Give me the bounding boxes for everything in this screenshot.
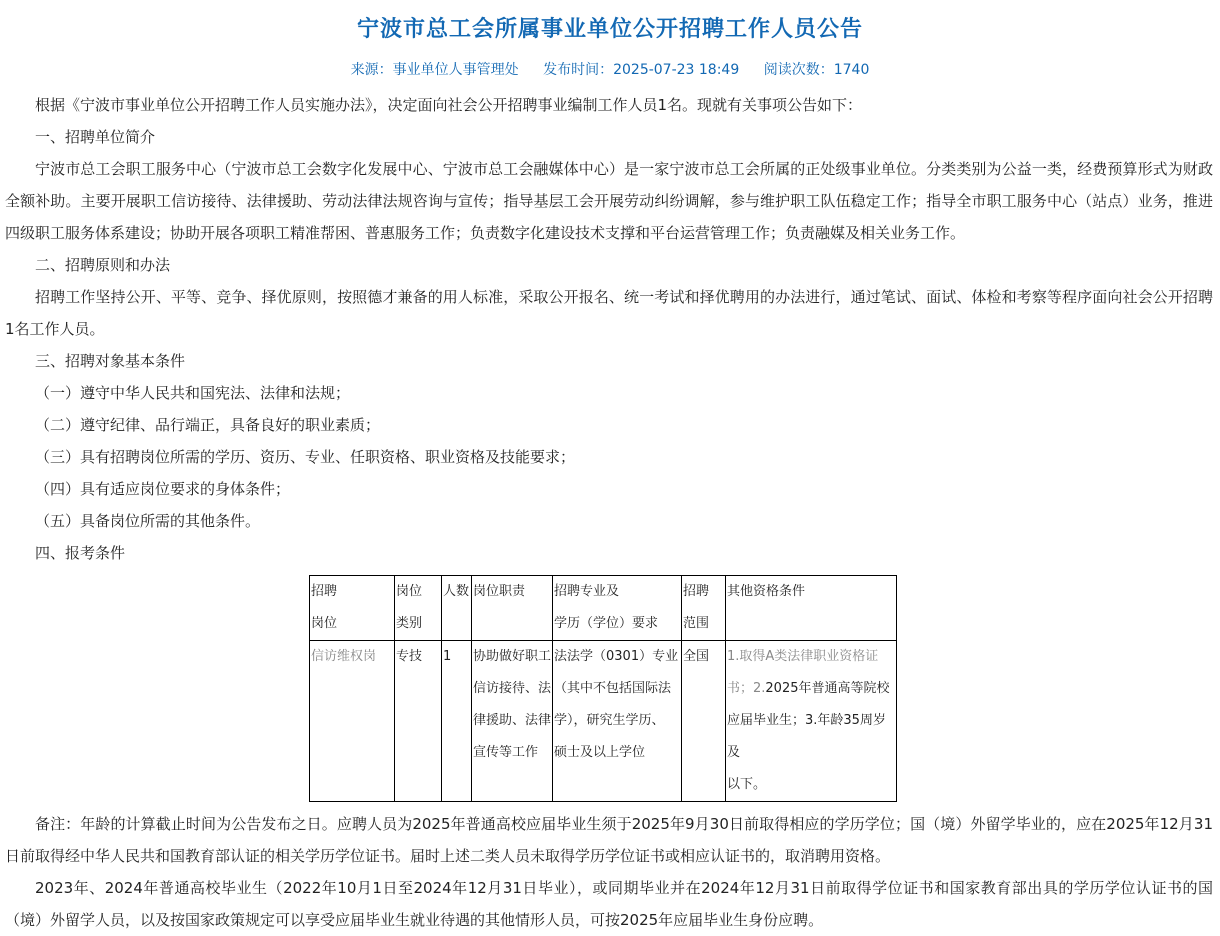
condition-item: （一）遵守中华人民共和国宪法、法律和法规； <box>35 384 351 402</box>
cell-duty: 协助做好职工 信访接待、法 律援助、法律 宣传等工作 <box>472 641 553 802</box>
section-3-heading: 三、招聘对象基本条件 <box>35 352 186 370</box>
meta-read-count: 阅读次数：1740 <box>763 62 870 78</box>
section-2-heading: 二、招聘原则和办法 <box>35 256 171 274</box>
header-other: 其他资格条件 <box>726 576 897 641</box>
intro-paragraph: 根据《宁波市事业单位公开招聘工作人员实施办法》，决定面向社会公开招聘事业编制工作人员1名。现就有关事项公告如下： <box>35 96 863 114</box>
section-4-heading: 四、报考条件 <box>35 544 126 562</box>
cell-other: 1.取得A类法律职业资格证 书；2.2025年普通高等院校 应届毕业生；3.年龄35周岁及 以下。 <box>726 641 897 802</box>
cell-post: 信访维权岗 <box>310 641 395 802</box>
cell-category: 专技 <box>395 641 442 802</box>
graduates-paragraph: 2023年、2024年普通高校毕业生（2022年10月1日至2024年12月31日毕业），或同期毕业并在2024年12月31日前取得学位证书和国家教育部出具的学历学位认证书的国（境）外留学人员，以及按国家政策规定可以享受应届毕业生就业待遇的其他情形人员，可按2025年应届毕业生身份应聘。 <box>5 879 1213 929</box>
article-meta <box>0 59 1220 79</box>
meta-publish-time: 发布时间：2025-07-23 18:49 <box>543 62 740 78</box>
meta-source: 来源：事业单位人事管理处 <box>350 62 519 78</box>
section-1-heading: 一、招聘单位简介 <box>35 128 156 146</box>
header-post: 招聘 岗位 <box>310 576 395 641</box>
header-category: 岗位 类别 <box>395 576 442 641</box>
header-count: 人数 <box>442 576 472 641</box>
condition-item: （五）具备岗位所需的其他条件。 <box>35 512 261 530</box>
section-1-body: 宁波市总工会职工服务中心（宁波市总工会数字化发展中心、宁波市总工会融媒体中心）是一家宁波市总工会所属的正处级事业单位。分类类别为公益一类，经费预算形式为财政全额补助。主要开展职工信访接待、法律援助、劳动法律法规咨询与宣传；指导基层工会开展劳动纠纷调解，参与维护职工队伍稳定工作；指导全市职工服务中心（站点）业务，推进四级职工服务体系建设；协助开展各项职工精准帮困、普惠服务工作；负责数字化建设技术支撑和平台运营管理工作；负责融媒及相关业务工作。 <box>5 160 1213 242</box>
requirements-table <box>309 575 897 802</box>
section-2-body: 招聘工作坚持公开、平等、竞争、择优原则，按照德才兼备的用人标准，采取公开报名、统一考试和择优聘用的办法进行，通过笔试、面试、体检和考察等程序面向社会公开招聘1名工作人员。 <box>5 288 1213 338</box>
header-duty: 岗位职责 <box>472 576 553 641</box>
cell-major: 法法学（0301）专业 （其中不包括国际法 学），研究生学历、 硕士及以上学位 <box>553 641 682 802</box>
header-major: 招聘专业及 学历（学位）要求 <box>553 576 682 641</box>
table-header-row <box>310 576 897 641</box>
article-body <box>5 89 1213 936</box>
cell-count: 1 <box>442 641 472 802</box>
condition-item: （四）具有适应岗位要求的身体条件； <box>35 480 291 498</box>
condition-item: （三）具有招聘岗位所需的学历、资历、专业、任职资格、职业资格及技能要求； <box>35 448 576 466</box>
table-row <box>310 641 897 802</box>
cell-scope: 全国 <box>682 641 726 802</box>
header-scope: 招聘 范围 <box>682 576 726 641</box>
condition-item: （二）遵守纪律、品行端正，具备良好的职业素质； <box>35 416 381 434</box>
note-paragraph: 备注：年龄的计算截止时间为公告发布之日。应聘人员为2025年普通高校应届毕业生须于2025年9月30日前取得相应的学历学位；国（境）外留学毕业的，应在2025年12月31日前取得经中华人民共和国教育部认证的相关学历学位证书。届时上述二类人员未取得学历学位证书或相应认证书的，取消聘用资格。 <box>5 815 1213 865</box>
page-title: 宁波市总工会所属事业单位公开招聘工作人员公告 <box>356 17 863 42</box>
